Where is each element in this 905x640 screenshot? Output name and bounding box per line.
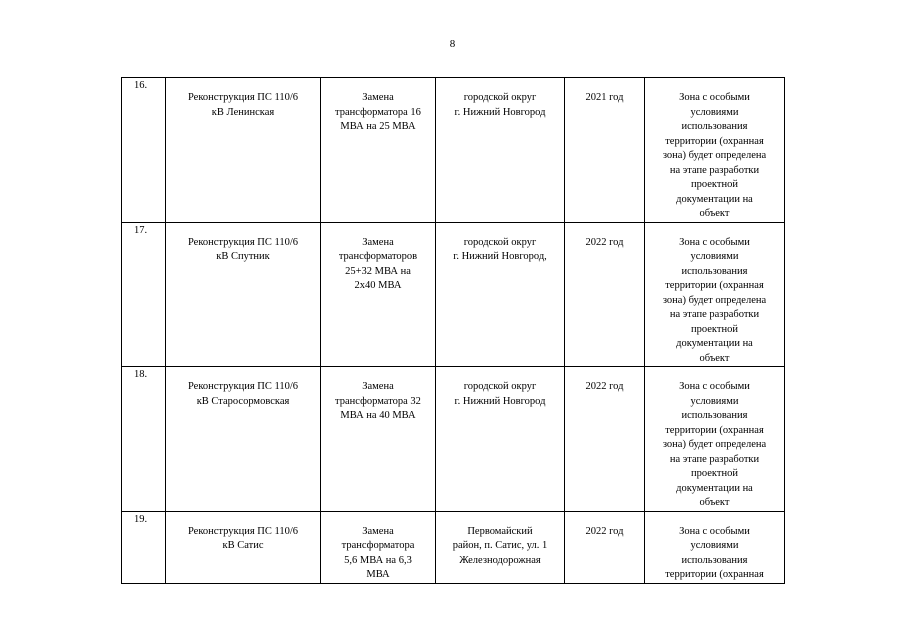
page-number: 8 xyxy=(449,38,456,50)
location: городской округ г. Нижний Новгород xyxy=(454,381,546,407)
location: городской округ г. Нижний Новгород, xyxy=(453,236,547,262)
year-cell: 2021 год xyxy=(565,78,645,223)
row-number-cell: 16. xyxy=(122,78,166,223)
work-description-cell xyxy=(321,511,436,583)
location: городской округ г. Нижний Новгород xyxy=(454,92,546,118)
object-name: Реконструкция ПС 110/6 кВ Сатис xyxy=(187,525,299,551)
year-cell: 2022 год xyxy=(565,511,645,583)
table-row xyxy=(122,222,785,367)
object-name-cell xyxy=(166,511,321,583)
work-description: Замена трансформатора 5,6 МВА на 6,3 МВА xyxy=(341,525,415,580)
object-name: Реконструкция ПС 110/6 кВ Спутник xyxy=(187,236,299,262)
zone-description: Зона с особыми условиями использования территории (охранная зона) будет определена на этапе разработки проектной документации на объект xyxy=(662,92,767,219)
row-number-cell: 18. xyxy=(122,367,166,512)
location-cell xyxy=(436,222,565,367)
zone-description: Зона с особыми условиями использования территории (охранная зона) будет определена на этапе разработки проектной документации на объект xyxy=(662,381,767,508)
location: Первомайский район, п. Сатис, ул. 1 Железнодорожная xyxy=(452,525,548,566)
table-row xyxy=(122,367,785,512)
zone-description: Зона с особыми условиями использования территории (охранная зона) будет определена на этапе разработки проектной документации на объект xyxy=(662,236,767,364)
work-description-cell xyxy=(321,222,436,367)
zone-description: Зона с особыми условиями использования территории (охранная xyxy=(665,525,764,580)
zone-cell xyxy=(645,222,785,367)
work-description: Замена трансформатора 16 МВА на 25 МВА xyxy=(335,92,421,132)
location-cell xyxy=(436,78,565,223)
table-row xyxy=(122,78,785,223)
year-cell: 2022 год xyxy=(565,222,645,367)
work-description-cell xyxy=(321,367,436,512)
work-description: Замена трансформатора 32 МВА на 40 МВА xyxy=(335,381,421,421)
object-name-cell xyxy=(166,78,321,223)
year-cell: 2022 год xyxy=(565,367,645,512)
table-row xyxy=(122,511,785,583)
work-description-cell xyxy=(321,78,436,223)
object-name-cell xyxy=(166,367,321,512)
location-cell xyxy=(436,511,565,583)
object-name: Реконструкция ПС 110/6 кВ Ленинская xyxy=(187,92,299,118)
location-cell xyxy=(436,367,565,512)
zone-cell xyxy=(645,511,785,583)
zone-cell xyxy=(645,78,785,223)
objects-table xyxy=(121,77,785,584)
row-number-cell: 17. xyxy=(122,222,166,367)
object-name: Реконструкция ПС 110/6 кВ Старосормовская xyxy=(187,381,299,407)
zone-cell xyxy=(645,367,785,512)
work-description: Замена трансформаторов 25+32 МВА на 2х40 МВА xyxy=(338,236,418,291)
object-name-cell xyxy=(166,222,321,367)
row-number-cell: 19. xyxy=(122,511,166,583)
